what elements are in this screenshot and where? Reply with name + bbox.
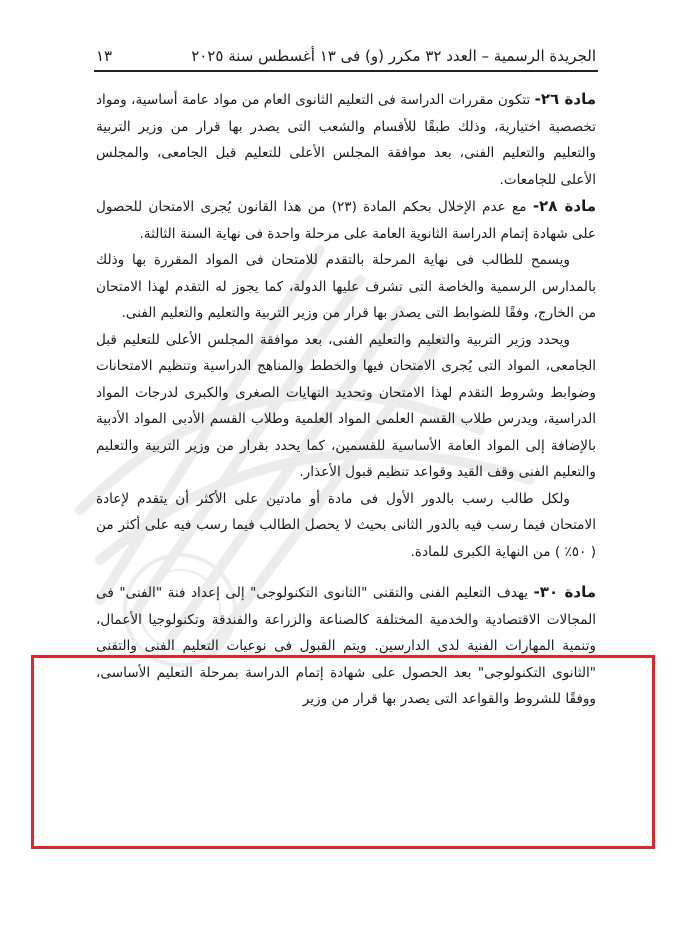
article-26-paragraph	[96, 86, 596, 193]
article-28-text: مع عدم الإخلال بحكم المادة (٢٣) من هذا القانون يُجرى الامتحان للحصول على شهادة إتمام الدراسة الثانوية العامة على مرحلة واحدة فى نهاية السنة الثالثة.	[96, 199, 596, 242]
article-26-label: مادة ٢٦-	[534, 90, 597, 108]
page-header	[96, 45, 596, 67]
article-28-label: مادة ٢٨-	[532, 197, 596, 215]
article-30-highlight-box	[31, 655, 655, 849]
article-30-text: يهدف التعليم الفنى والتقنى "الثانوى التكنولوجى" إلى إعداد فنة "الفنى" فى المجالات الاقتصادية والخدمية المختلفة كالصناعة والزراعة والفندقة وتكنولوجيا الأعمال، وتنمية المهارات الفنية لدى الدارسين. ويتم القبول فى نوعيات التعليم الفنى والتقنى "الثانوى التكنولوجى" بعد الحصول على شهادة إتمام الدراسة بمرحلة التعليم الأساسى، ووفقًا للشروط والقواعد التى يصدر بها قرار من وزير	[96, 585, 596, 707]
article-28-paragraph	[96, 193, 596, 247]
header-title: الجريدة الرسمية – العدد ٣٢ مكرر (و) فى ١٣ أغسطس سنة ٢٠٢٥	[191, 47, 596, 65]
article-26-text: تتكون مقررات الدراسة فى التعليم الثانوى العام من مواد عامة أساسية، ومواد تخصصية اختيارية، وذلك طبقًا للأقسام والشعب التى يصدر بها قرار من وزير التربية والتعليم والتعليم الفنى، بعد موافقة المجلس الأعلى للتعليم قبل الجامعى، والمجلس الأعلى للجامعات.	[96, 92, 596, 188]
article-28-paragraph-3: ويحدد وزير التربية والتعليم والتعليم الفنى، بعد موافقة المجلس الأعلى للتعليم قبل الجامعى، المواد التى يُجرى الامتحان فيها والخطط والمناهج الدراسية وتنظيم الامتحانات وضوابط وشروط التقدم لهذا الامتحان وتحديد النهايات الصغرى والكبرى لدرجات المواد الدراسية، ويدرس طلاب القسم العلمى المواد العلمية وطلاب القسم الأدبى المواد الأدبية بالإضافة إلى المواد العامة الأساسية للقسمين، كما يحدد بقرار من وزير التربية والتعليم والتعليم الفنى وقف القيد وقواعد تنظيم قبول الأعذار.	[96, 331, 596, 480]
article-28-paragraph-2: ويسمح للطالب فى نهاية المرحلة بالتقدم للامتحان فى المواد المقررة بها وذلك بالمدارس الرسمية والخاصة التى تشرف عليها الدولة، كما يجوز له التقدم لهذا الامتحان من الخارج، وفقًا للضوابط التى يصدر بها قرار من وزير التربية والتعليم والتعليم الفنى.	[96, 252, 596, 321]
header-divider	[94, 70, 598, 72]
article-28-paragraph-4: ولكل طالب رسب بالدور الأول فى مادة أو مادتين على الأكثر أن يتقدم لإعادة الامتحان فيما رسب فيه بالدور الثانى بحيث لا يحصل الطالب فيما رسب فيه على أكثر من ( ٥٠٪ ) من النهاية الكبرى للمادة.	[96, 490, 596, 560]
document-body	[96, 86, 596, 713]
page-number: ١٣	[96, 47, 113, 65]
article-30-label: مادة ٣٠-	[533, 583, 597, 601]
